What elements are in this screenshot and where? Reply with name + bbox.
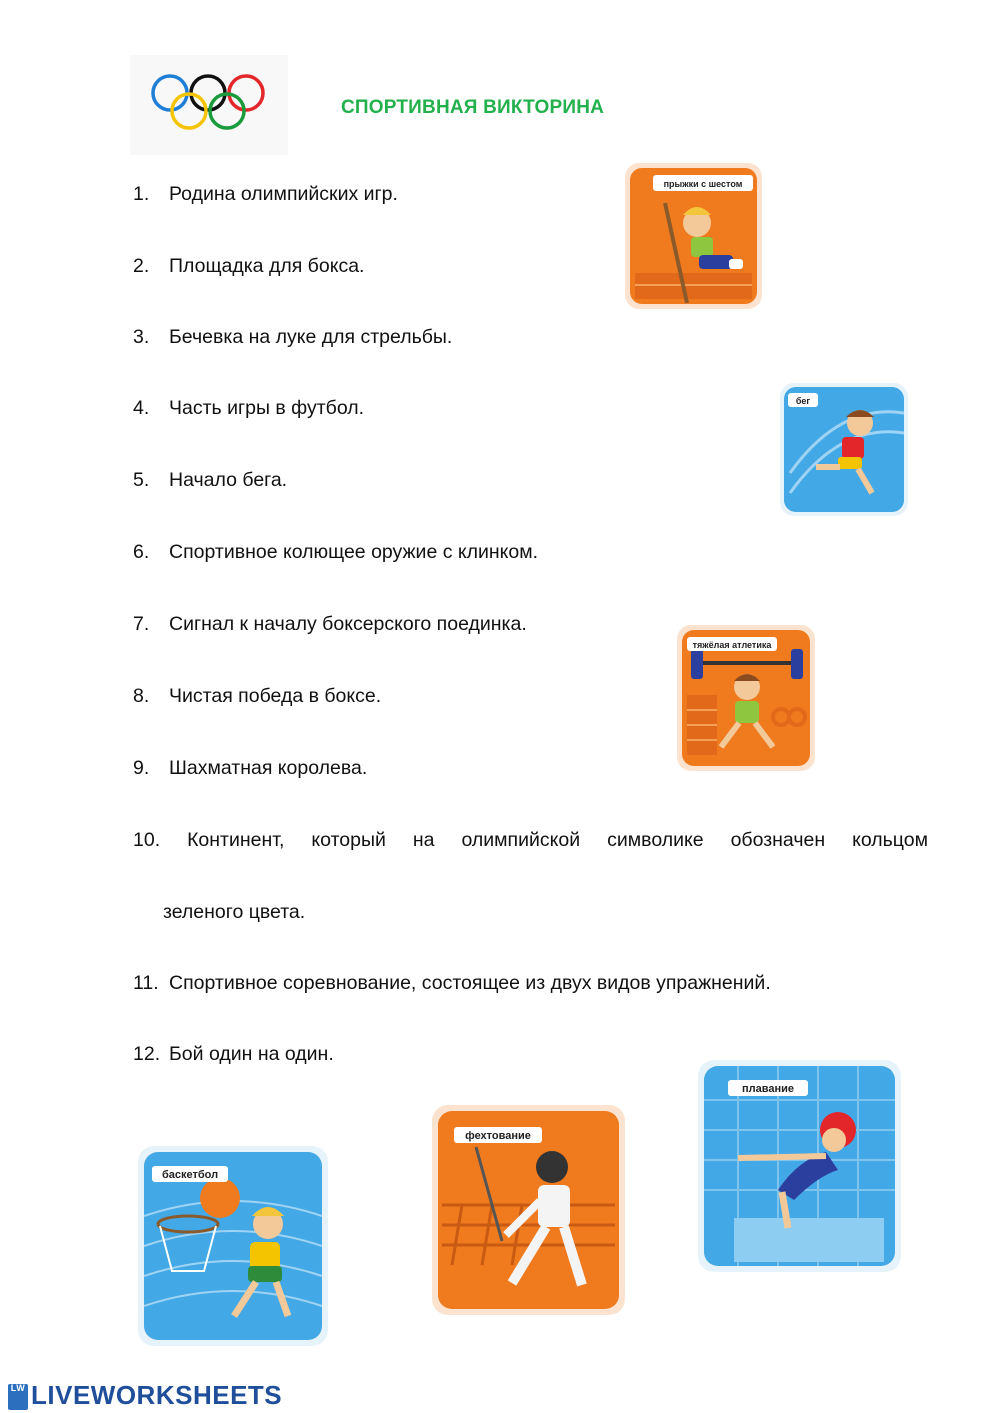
question-word: кольцом — [852, 829, 928, 851]
question-text: Бой один на один. — [169, 1043, 334, 1065]
question-number: 1. — [133, 183, 150, 205]
question-item — [133, 613, 527, 636]
weightlifting-icon — [677, 625, 815, 771]
running-icon — [780, 383, 908, 516]
question-number: 8. — [133, 685, 150, 707]
question-item — [133, 829, 928, 852]
illustration-card — [625, 163, 762, 309]
question-text: Начало бега. — [169, 469, 288, 491]
question-text: Часть игры в футбол. — [169, 397, 365, 419]
illustration-label: плавание — [741, 1083, 795, 1095]
olympic-logo — [130, 55, 288, 155]
pole-vault-icon — [625, 163, 762, 309]
question-word: обозначен — [730, 829, 826, 851]
question-item — [133, 469, 287, 492]
basketball-icon — [138, 1146, 328, 1346]
question-number: 11. — [133, 972, 159, 994]
question-text: Родина олимпийских игр. — [169, 183, 398, 205]
question-text: Спортивное соревнование, состоящее из двух видов упражнений. — [169, 972, 771, 994]
question-text: Чистая победа в боксе. — [169, 685, 382, 707]
illustration-card — [432, 1105, 625, 1315]
brand-name: LIVEWORKSHEETS — [31, 1380, 283, 1410]
question-item — [133, 1043, 334, 1066]
illustration-label: тяжёлая атлетика — [692, 640, 772, 650]
question-number: 12. — [133, 1043, 161, 1065]
question-number: 5. — [133, 469, 150, 491]
question-text: Бечевка на луке для стрельбы. — [169, 326, 453, 348]
liveworksheets-logo[interactable] — [8, 1380, 282, 1411]
question-item — [133, 541, 538, 564]
question-item — [133, 757, 367, 780]
question-word: символике — [607, 829, 704, 851]
question-text: Площадка для бокса. — [169, 255, 365, 277]
question-word: который — [311, 829, 386, 851]
question-continuation: зеленого цвета. — [163, 901, 306, 923]
illustration-card — [677, 625, 815, 771]
question-word: олимпийской — [461, 829, 581, 851]
question-text: Сигнал к началу боксерского поединка. — [169, 613, 527, 635]
question-number: 7. — [133, 613, 150, 635]
question-item — [133, 255, 364, 278]
question-word: Континент, — [187, 829, 285, 851]
illustration-card — [138, 1146, 328, 1346]
fencing-icon — [432, 1105, 625, 1315]
question-number: 10. — [133, 829, 161, 851]
liveworksheets-badge-icon: LW — [8, 1384, 28, 1410]
question-number: 2. — [133, 255, 150, 277]
question-item — [133, 183, 398, 206]
illustration-label: бег — [795, 396, 811, 406]
question-number: 4. — [133, 397, 150, 419]
illustration-card — [780, 383, 908, 516]
page-title: СПОРТИВНАЯ ВИКТОРИНА — [341, 97, 605, 118]
question-number: 6. — [133, 541, 150, 563]
illustration-card — [698, 1060, 901, 1272]
illustration-label: прыжки с шестом — [663, 179, 743, 189]
olympic-rings-icon — [130, 55, 288, 155]
illustration-label: фехтование — [465, 1130, 531, 1142]
swimming-icon — [698, 1060, 901, 1272]
question-text: Спортивное колющее оружие с клинком. — [169, 541, 539, 563]
question-item — [133, 397, 364, 420]
question-word: на — [412, 829, 435, 851]
question-number: 9. — [133, 757, 150, 779]
question-item — [133, 972, 771, 995]
question-item — [133, 326, 452, 349]
question-text: Шахматная королева. — [169, 757, 368, 779]
illustration-label: баскетбол — [161, 1169, 219, 1181]
question-number: 3. — [133, 326, 150, 348]
question-item — [133, 685, 381, 708]
